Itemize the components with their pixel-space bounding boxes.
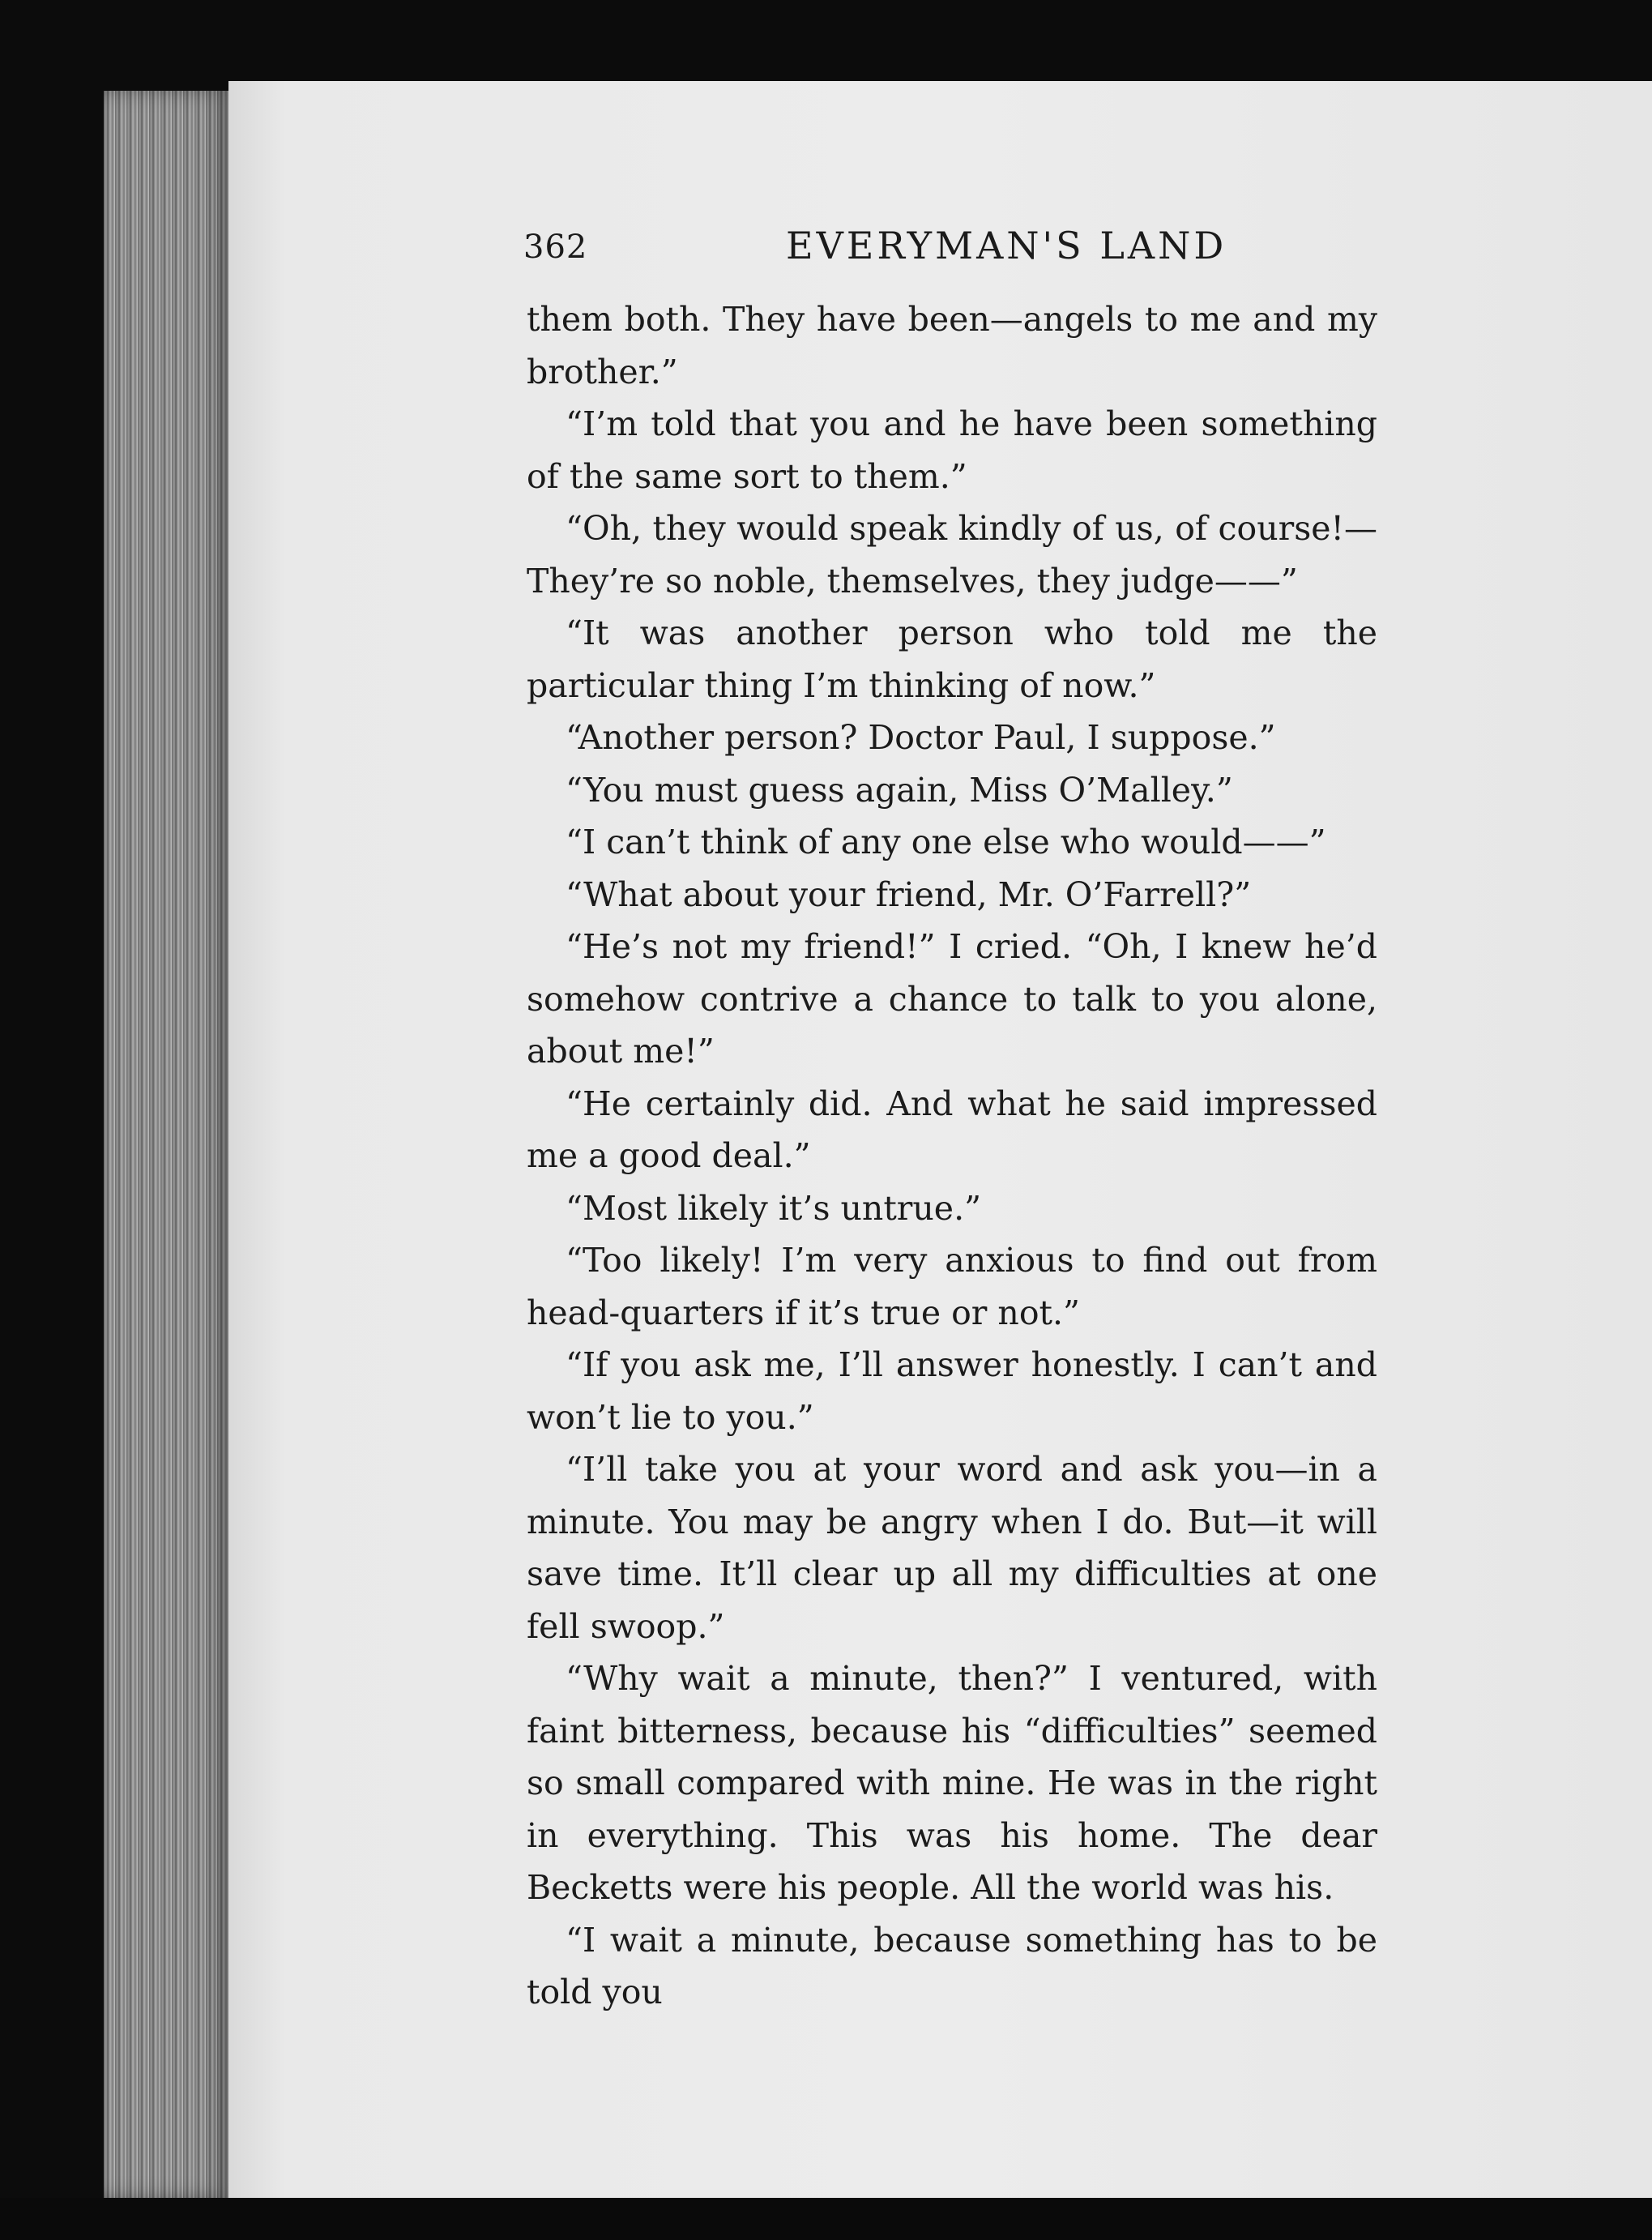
paragraph: “I’ll take you at your word and ask you—in a minute. You may be angry when I do. But—it will save time. It’ll clear up all my difficulties at one fell swoop.” bbox=[527, 1450, 1377, 1646]
paragraph: “If you ask me, I’ll answer honestly. I can’t and won’t lie to you.” bbox=[527, 1345, 1377, 1437]
paragraph: “Most likely it’s untrue.” bbox=[566, 1188, 982, 1228]
paragraph: “You must guess again, Miss O’Malley.” bbox=[566, 770, 1233, 810]
paragraph: “Oh, they would speak kindly of us, of course!—They’re so noble, themselves, they judge——” bbox=[527, 509, 1377, 601]
paragraph: “He’s not my friend!” I cried. “Oh, I knew he’d somehow contrive a chance to talk to you alone, about me!” bbox=[527, 927, 1377, 1071]
page-edge-stack bbox=[104, 91, 233, 2198]
paragraph: “I can’t think of any one else who would——” bbox=[566, 823, 1326, 861]
scan-bottom-border bbox=[0, 2198, 1652, 2240]
running-title: EVERYMAN'S LAND bbox=[786, 224, 1227, 267]
paragraph: “Why wait a minute, then?” I ventured, with faint bitterness, because his “difficulties” seemed so small compared with mine. He was in the right in everything. This was his home. The dear Becketts were his people. All the world was his. bbox=[527, 1659, 1377, 1907]
paragraph: “He certainly did. And what he said impressed me a good deal.” bbox=[527, 1084, 1377, 1175]
paragraph: “I’m told that you and he have been something of the same sort to them.” bbox=[527, 404, 1377, 496]
paragraph: “It was another person who told me the particular thing I’m thinking of now.” bbox=[527, 613, 1377, 705]
paragraph: “What about your friend, Mr. O’Farrell?” bbox=[566, 874, 1252, 914]
paragraph: “Another person? Doctor Paul, I suppose.” bbox=[566, 718, 1276, 757]
paragraph: “I wait a minute, because something has to be told you bbox=[527, 1920, 1377, 2011]
running-head bbox=[228, 224, 1652, 293]
paragraph: “Too likely! I’m very anxious to find out from head-quarters if it’s true or not.” bbox=[527, 1241, 1377, 1332]
page-number: 362 bbox=[523, 229, 588, 266]
book-page bbox=[228, 81, 1652, 2198]
paragraph: them both. They have been—angels to me and my brother.” bbox=[527, 300, 1377, 391]
body-text bbox=[527, 293, 1377, 2019]
